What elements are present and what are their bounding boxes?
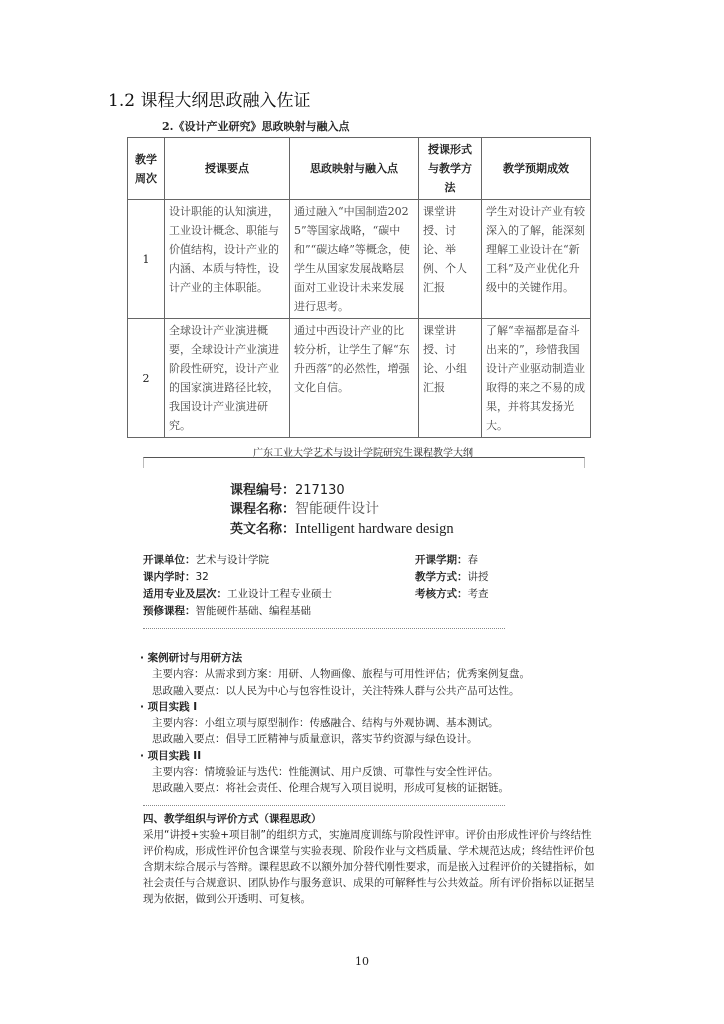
cell-outcome: 了解“幸福都是奋斗出来的”，珍惜我国设计产业驱动制造业取得的来之不易的成果，并将其发扬光大。 (482, 319, 591, 438)
module-ideology: 思政融入要点：倡导工匠精神与质量意识，落实节约资源与绿色设计。 (152, 733, 478, 746)
section-title: 1.2 课程大纲思政融入佐证 (108, 91, 311, 111)
header-outcome: 教学预期成效 (482, 138, 591, 200)
module-title: · 案例研讨与用研方法 (140, 652, 243, 664)
evaluation-body: 采用“讲授+实验+项目制”的组织方式，实施周度训练与阶段性评审。评价由形成性评价与终结性评价构成，形成性评价包含课堂与实验表现、阶段作业与文档质量、学术规范达成；终结性评价包含期末综合展示与答辩。课程思政不以额外加分替代刚性要求，而是嵌入过程评价的关键指标，如社会责任与合规意识、团队协作与服务意识、成果的可解释性与公共效益。所有评价指标以证据呈现为依据，做到公开透明、可复核。 (143, 829, 595, 905)
module-ideology: 思政融入要点：以人民为中心与包容性设计，关注特殊人群与公共产品可达性。 (152, 684, 520, 697)
cell-mapping: 通过融入“中国制造2025”等国家战略，“碳中和”“碳达峰”等概念，使学生从国家发展战略层面对工业设计未来发展进行思考。 (290, 200, 419, 319)
meta-unit: 开课单位：艺术与设计学院 (143, 554, 269, 566)
page-number: 10 (355, 955, 369, 968)
module-title: · 项目实践 II (140, 749, 202, 762)
dotted-divider (143, 628, 505, 629)
meta-prereq: 预修课程：智能硬件基础、编程基础 (143, 605, 311, 617)
cell-mapping: 通过中西设计产业的比较分析，让学生了解“东升西落”的必然性，增强文化自信。 (290, 319, 419, 438)
evaluation-title: 四、教学组织与评价方式（课程思政） (143, 813, 322, 825)
cell-method: 课堂讲授、讨论、小组汇报 (419, 319, 482, 438)
document-header: 广东工业大学艺术与设计学院研究生课程教学大纲 (253, 448, 473, 459)
evaluation-section (143, 811, 601, 907)
table-row (128, 200, 591, 319)
cell-points: 设计职能的认知演进，工业设计概念、职能与价值结构，设计产业的内涵、本质与特性，设计产业的主体职能。 (165, 200, 290, 319)
header-mapping: 思政映射与融入点 (290, 138, 419, 200)
dotted-divider (143, 805, 505, 806)
cell-week: 1 (128, 200, 165, 319)
module-content: 主要内容：从需求到方案：用研、人物画像、旅程与可用性评估；优秀案例复盘。 (152, 668, 530, 681)
ideology-table (127, 137, 591, 438)
course-english-name: 英文名称：Intelligent hardware design (230, 521, 454, 537)
meta-exam: 考核方式：考查 (415, 588, 489, 600)
meta-major: 适用专业及层次：工业设计工程专业硕士 (143, 588, 332, 600)
module-content: 主要内容：小组立项与原型制作：传感融合、结构与外观协调、基本测试。 (152, 717, 499, 730)
module-list (140, 650, 530, 797)
header-method: 授课形式与教学方法 (419, 138, 482, 200)
module-title: · 项目实践 I (140, 700, 198, 713)
cell-points: 全球设计产业演进概要，全球设计产业演进阶段性研究，设计产业的国家演进路径比较，我国设计产业演进研究。 (165, 319, 290, 438)
header-points: 授课要点 (165, 138, 290, 200)
course-code: 课程编号：217130 (230, 483, 345, 498)
header-divider (143, 457, 585, 468)
meta-term: 开课学期：春 (415, 554, 478, 566)
cell-method: 课堂讲授、讨论、举例、个人汇报 (419, 200, 482, 319)
table-header-row (128, 138, 591, 200)
module-ideology: 思政融入要点：将社会责任、伦理合规写入项目说明，形成可复核的证据链。 (152, 782, 509, 795)
table-row (128, 319, 591, 438)
cell-week: 2 (128, 319, 165, 438)
header-week: 教学周次 (128, 138, 165, 200)
table-caption: 2.《设计产业研究》思政映射与融入点 (162, 120, 350, 133)
course-name: 课程名称：智能硬件设计 (230, 501, 380, 517)
meta-mode: 教学方式：讲授 (415, 571, 489, 583)
meta-hours: 课内学时：32 (143, 571, 209, 583)
cell-outcome: 学生对设计产业有较深入的了解，能深刻理解工业设计在“新工科”及产业优化升级中的关键作用。 (482, 200, 591, 319)
module-content: 主要内容：情境验证与迭代：性能测试、用户反馈、可靠性与安全性评估。 (152, 766, 499, 779)
